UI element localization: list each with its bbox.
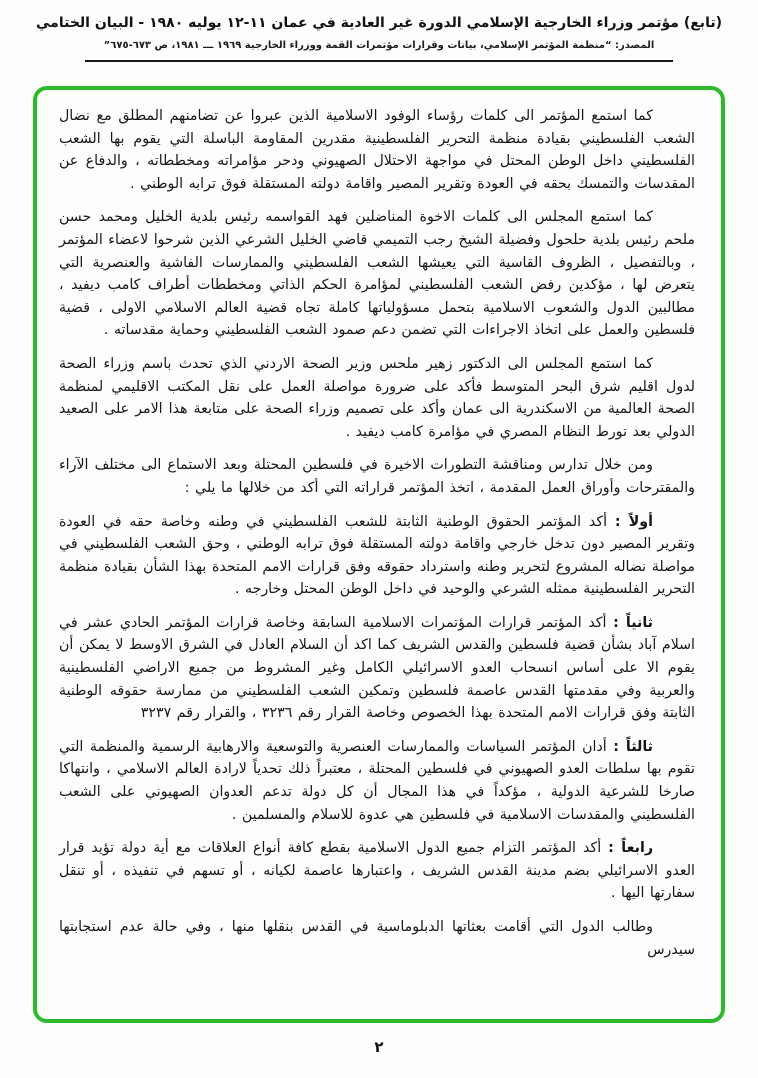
content-border [33,86,725,1023]
paragraph-text: ومن خلال تدارس ومناقشة التطورات الاخيرة في فلسطين المحتلة وبعد الاستماع الى مختلف الآراء والمقترحات وأوراق العمل المقدمة ، اتخذ المؤتمر قراراته التي أكد من خلالها ما يلي : [59,457,695,496]
paragraph-text: أكد المؤتمر قرارات المؤتمرات الاسلامية السابقة وخاصة قرارات المؤتمر الحادي عشر في اسلام آباد بشأن قضية فلسطين والقدس الشريف كما اكد أن السلام العادل في الشرق الاوسط لا يمكن أن يقوم الا على أساس انسحاب العدو الاسرائيلي الكامل وغير المشروط من جميع الاراضي الفلسطينية والعربية وفي مقدمتها القدس عاصمة فلسطين وتمكين الشعب الفلسطيني من ممارسة حقوقه الوطنية الثابتة وفق قرارات الامم المتحدة بهذا الخصوص وخاصة القرار رقم ٣٢٣٦ ، والقرار رقم ٣٢٣٧ [59,614,695,722]
body-paragraph [59,105,695,195]
header-divider [85,60,673,62]
page-title: (تابع) مؤتمر وزراء الخارجية الإسلامي الدورة غير العادية في عمان ١١-١٢ يوليه ١٩٨٠ - البيان الختامي [36,15,722,31]
body-paragraph [59,511,695,601]
source-line: المصدر: “منظمة المؤتمر الإسلامي، بيانات وقرارات مؤتمرات القمة ووزراء الخارجية ١٩٦٩ ـــ ١٩٨١، ص ٦٧٣-٦٧٥” [103,40,655,51]
paragraph-label: ثالثاً : [613,738,653,755]
body-paragraph [59,916,695,961]
paragraph-text: كما استمع المجلس الى كلمات الاخوة المناضلين فهد القواسمه رئيس بلدية الخليل ومحمد حسن ملحم رئيس بلدية حلحول وفضيلة الشيخ رجب التميمي قاضي الخليل الشرعي الذين شرحوا لاعضاء المؤتمر ، وبالتفصيل ، الظروف القاسية التي يعيشها الشعب الفلسطيني والممارسات الفاشية والعنصرية التي يتعرض لها ، مؤكدين رفض الشعب الفلسطيني لمؤامرة الحكم الذاتي ومخططات أطراف كامب ديفيد ، مطالبين الدول والشعوب الاسلامية بتحمل مسؤولياتها كاملة تجاه قضية العالم الاسلامي الاولى ، قضية فلسطين والعمل على اتخاذ الاجراءات التي تضمن دعم صمود الشعب الفلسطيني وحماية مقدساته . [59,209,695,339]
document-header [0,0,758,62]
paragraph-text: وطالب الدول التي أقامت بعثاتها الدبلوماسية في القدس بنقلها منها ، وفي حالة عدم استجابتها سيدرس [59,919,695,958]
page-number: ٢ [374,1038,384,1056]
body-paragraph [59,206,695,342]
body-paragraph [59,454,695,499]
body-paragraph [59,837,695,905]
paragraph-label: أولاً : [614,513,653,530]
paragraph-text: كما استمع المجلس الى الدكتور زهير ملحس وزير الصحة الاردني الذي تحدث باسم وزراء الصحة لدول اقليم شرق البحر المتوسط فأكد على ضرورة مواصلة العمل على نقل المكتب الاقليمي لمنظمة الصحة العالمية من الاسكندرية الى عمان وأكد على تصميم وزراء الصحة على متابعة هذا الامر على الصعيد الدولي بعد تورط النظام المصري في مؤامرة كامب ديفيد . [59,355,695,440]
paragraph-label: رابعاً : [608,840,653,857]
paragraph-text: كما استمع المؤتمر الى كلمات رؤساء الوفود الاسلامية الذين عبروا عن تضامنهم المطلق مع نضال الشعب الفلسطيني بقيادة منظمة التحرير الفلسطينية مقدرين المقاومة الباسلة التي يقوم بها الشعب الفلسطيني داخل الوطن المحتل في مواجهة الاحتلال الصهيوني ودحر مؤامراته ومخططاته ، والدفاع عن المقدسات والتمسك بحقه في العودة وتقرير المصير واقامة دولته المستقلة فوق ترابه الوطني . [59,108,695,192]
body-paragraph [59,353,695,443]
paragraph-text: أكد المؤتمر الحقوق الوطنية الثابتة للشعب الفلسطيني في وطنه وخاصة حقه في العودة وتقرير المصير دون تدخل خارجي واقامة دولته المستقلة فوق ترابه الوطني ، وحق الشعب الفلسطيني في مواصلة نضاله المشروع لتحرير وطنه واسترداد حقوقه وفق قرارات الامم المتحدة بهذا الشأن بقيادة منظمة التحرير الفلسطينية ممثله الشرعي والوحيد في داخل الوطن المحتل وخارجه . [59,513,695,598]
body-paragraph [59,612,695,725]
body-paragraph [59,736,695,826]
paragraph-text: أكد المؤتمر التزام جميع الدول الاسلامية بقطع كافة أنواع العلاقات مع أية دولة تؤيد قرار العدو الاسرائيلي بضم مدينة القدس الشريف ، واعتبارها عاصمة لكيانه ، أو تسهم في تنفيذه ، أو تنقل سفارتها اليها . [59,840,695,902]
paragraph-text: أدان المؤتمر السياسات والممارسات العنصرية والتوسعية والارهابية الرسمية والمنظمة التي تقوم بها سلطات العدو الصهيوني في فلسطين المحتلة ، معتبراً ذلك تحدياً لارادة العالم الاسلامي ، وانتهاكا صارخا للشرعية الدولية ، مؤكداً في هذا المجال أن كل دولة تدعم العدوان الصهيوني على الشعب الفلسطيني والمقدسات الاسلامية في فلسطين هي عدوة للاسلام والمسلمين . [59,738,695,823]
paragraph-label: ثانياً : [613,614,653,631]
